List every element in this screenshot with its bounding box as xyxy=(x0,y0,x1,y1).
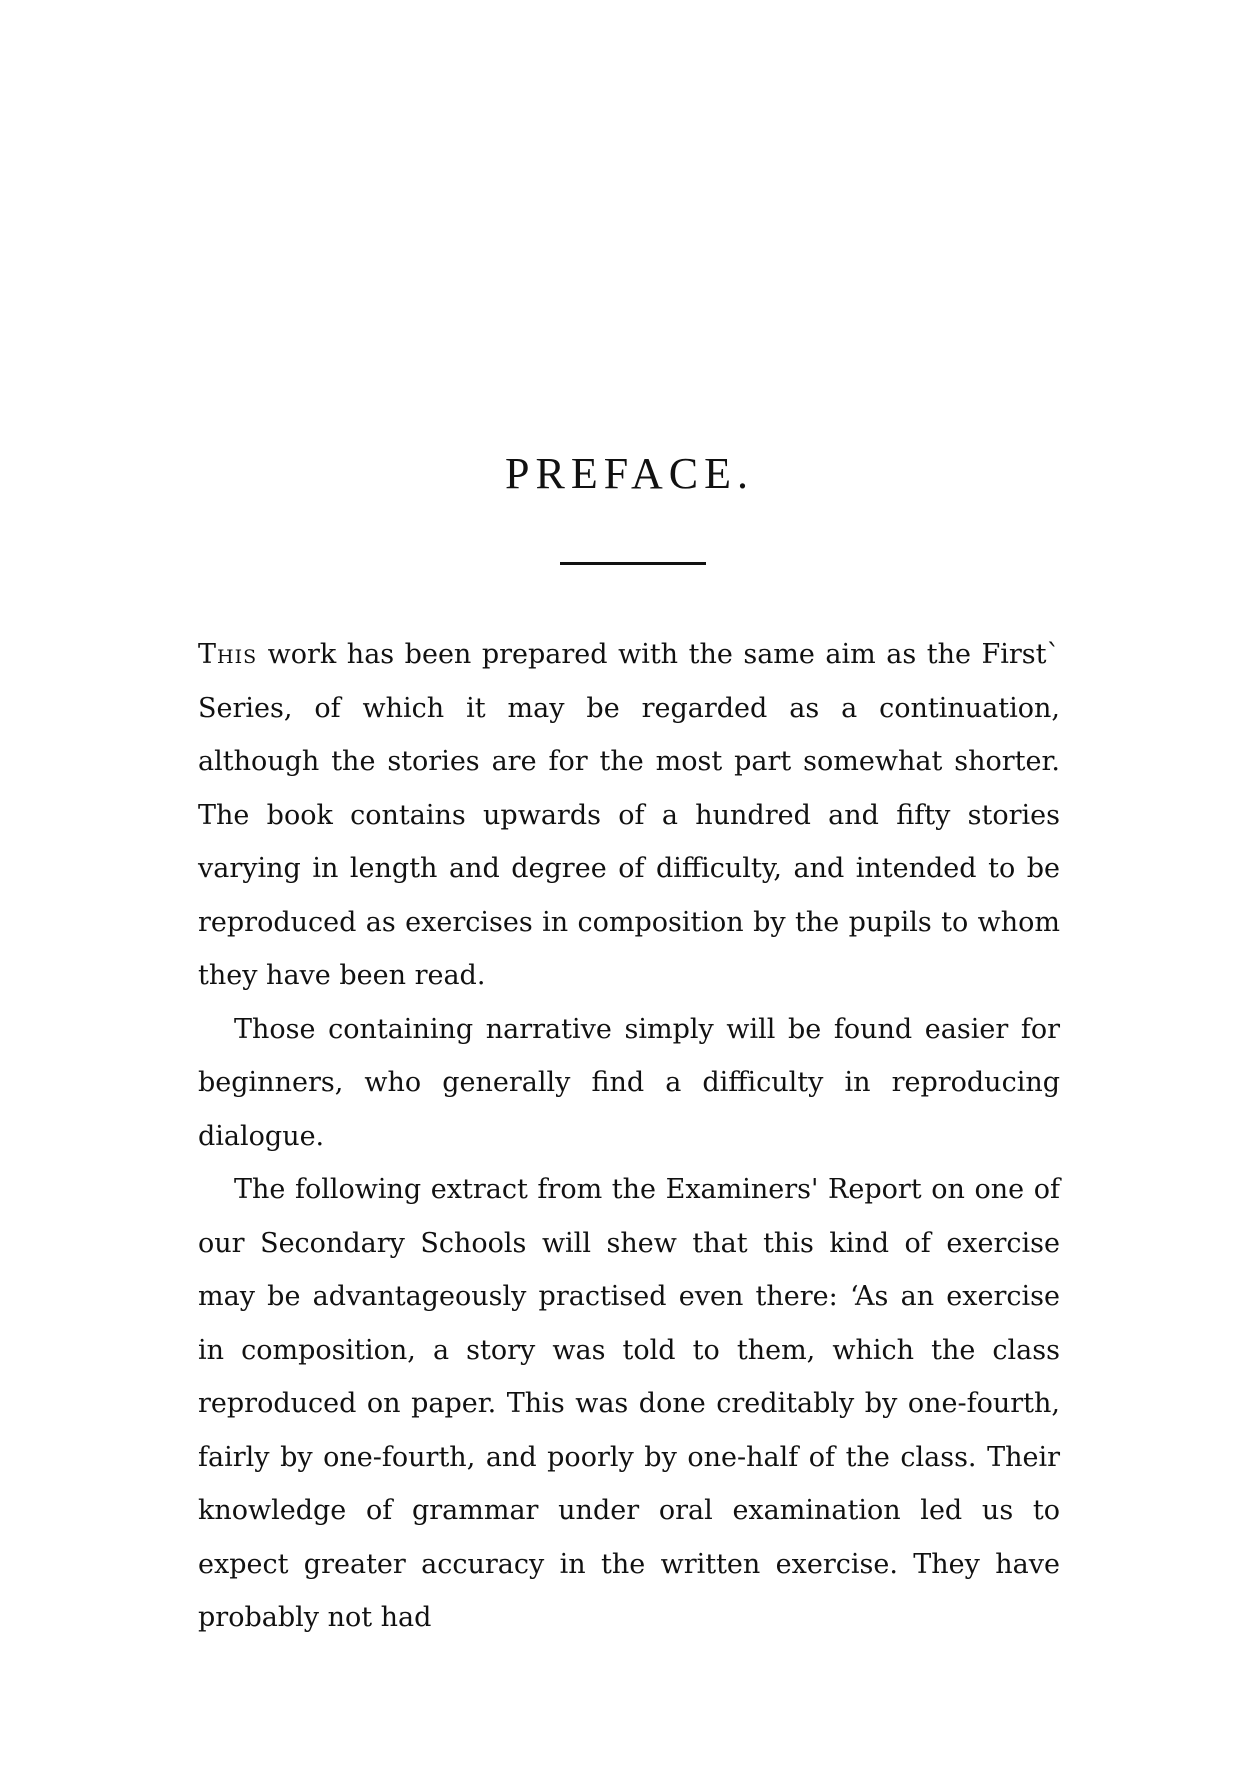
paragraph-1-lead: This xyxy=(198,639,258,670)
page-title: PREFACE. xyxy=(505,449,754,498)
preface-body xyxy=(198,628,1060,1645)
paragraph-3: The following extract from the Examiners' Report on one of our Secondary Schools will shew that this kind of exercise may be advantageously practised even there: ‘As an exercise in composition, a story was told to them, which the class reproduced on paper. This was done creditably by one-fourth, fairly by one-fourth, and poorly by one-half of the class. Their knowledge of grammar under oral examination led us to expect greater accuracy in the written exercise. They have probably not had xyxy=(198,1174,1060,1633)
paragraph-2: Those containing narrative simply will be found easier for beginners, who generally find a difficulty in reproducing dialogue. xyxy=(198,1013,1060,1152)
paragraph-1-text: work has been prepared with the same aim as the First` Series, of which it may be regarded as a continuation, although the stories are for the most part somewhat shorter. The book contains upwards of a hundred and fifty stories varying in length and degree of difficulty, and intended to be reproduced as exercises in composition by the pupils to whom they have been read. xyxy=(198,639,1060,991)
paragraph-1 xyxy=(198,628,1060,1003)
title-divider xyxy=(560,562,706,565)
